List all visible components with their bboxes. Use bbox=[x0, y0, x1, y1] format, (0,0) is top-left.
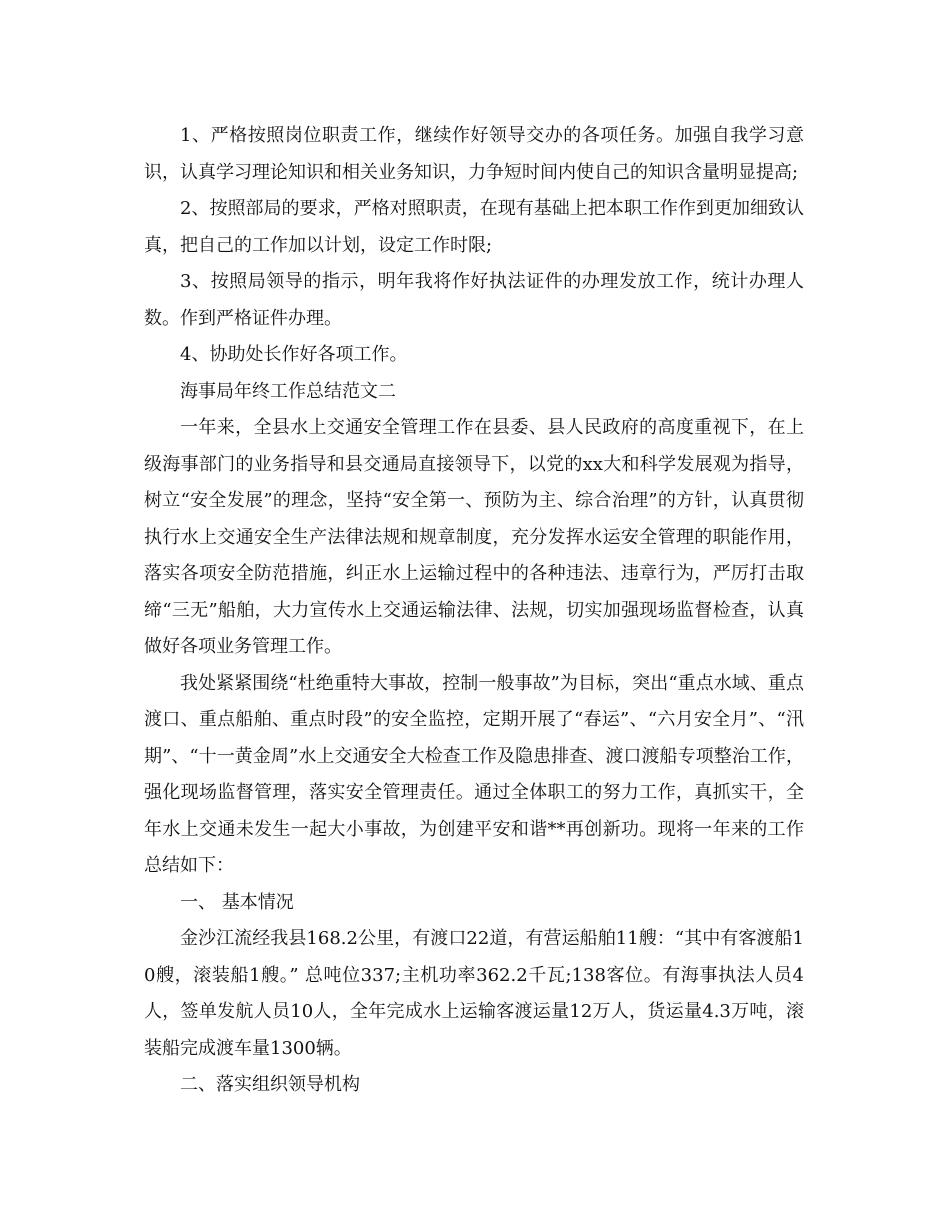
paragraph-duty-3: 3、按照局领导的指示，明年我将作好执法证件的办理发放工作，统计办理人数。作到严格证件办理。 bbox=[144, 271, 804, 329]
paragraph-basic-situation: 金沙江流经我县168.2公里，有渡口22道，有营运船舶11艘：“其中有客渡船10艘，滚装船1艘。” 总吨位337;主机功率362.2千瓦;138客位。有海事执法人员4人，签单发航人员10人，全年完成水上运输客渡运量12万人，货运量4.3万吨，滚装船完成渡车量1300辆。 bbox=[144, 928, 804, 1059]
document-page bbox=[144, 118, 804, 1104]
paragraph-duty-4: 4、协助处长作好各项工作。 bbox=[180, 344, 408, 365]
heading-organization: 二、落实组织领导机构 bbox=[180, 1074, 360, 1095]
heading-basic-situation: 一、 基本情况 bbox=[180, 891, 294, 913]
paragraph-intro: 一年来，全县水上交通安全管理工作在县委、县人民政府的高度重视下，在上级海事部门的业务指导和县交通局直接领导下，以党的xx大和科学发展观为指导，树立“安全发展”的理念，坚持“安全第一、预防为主、综合治理”的方针，认真贯彻执行水上交通安全生产法律法规和规章制度，充分发挥水运安全管理的职能作用，落实各项安全防范措施，纠正水上运输过程中的各种违法、违章行为，严厉打击取缔“三无”船舶，大力宣传水上交通运输法律、法规，切实加强现场监督检查，认真做好各项业务管理工作。 bbox=[144, 417, 804, 657]
paragraph-duty-1: 1、严格按照岗位职责工作，继续作好领导交办的各项任务。加强自我学习意识，认真学习理论知识和相关业务知识，力争短时间内使自己的知识含量明显提高; bbox=[144, 125, 804, 183]
paragraph-goals: 我处紧紧围绕“杜绝重特大事故，控制一般事故”为目标，突出“重点水域、重点渡口、重点船舶、重点时段”的安全监控，定期开展了“春运”、“六月安全月”、“汛期”、“十一黄金周”水上交通安全大检查工作及隐患排查、渡口渡船专项整治工作，强化现场监督管理，落实安全管理责任。通过全体职工的努力工作，真抓实干，全年水上交通未发生一起大小事故，为创建平安和谐**再创新功。现将一年来的工作总结如下： bbox=[144, 672, 804, 876]
paragraph-duty-2: 2、按照部局的要求，严格对照职责，在现有基础上把本职工作作到更加细致认真，把自己的工作加以计划，设定工作时限; bbox=[144, 198, 804, 256]
section-title: 海事局年终工作总结范文二 bbox=[180, 380, 396, 402]
